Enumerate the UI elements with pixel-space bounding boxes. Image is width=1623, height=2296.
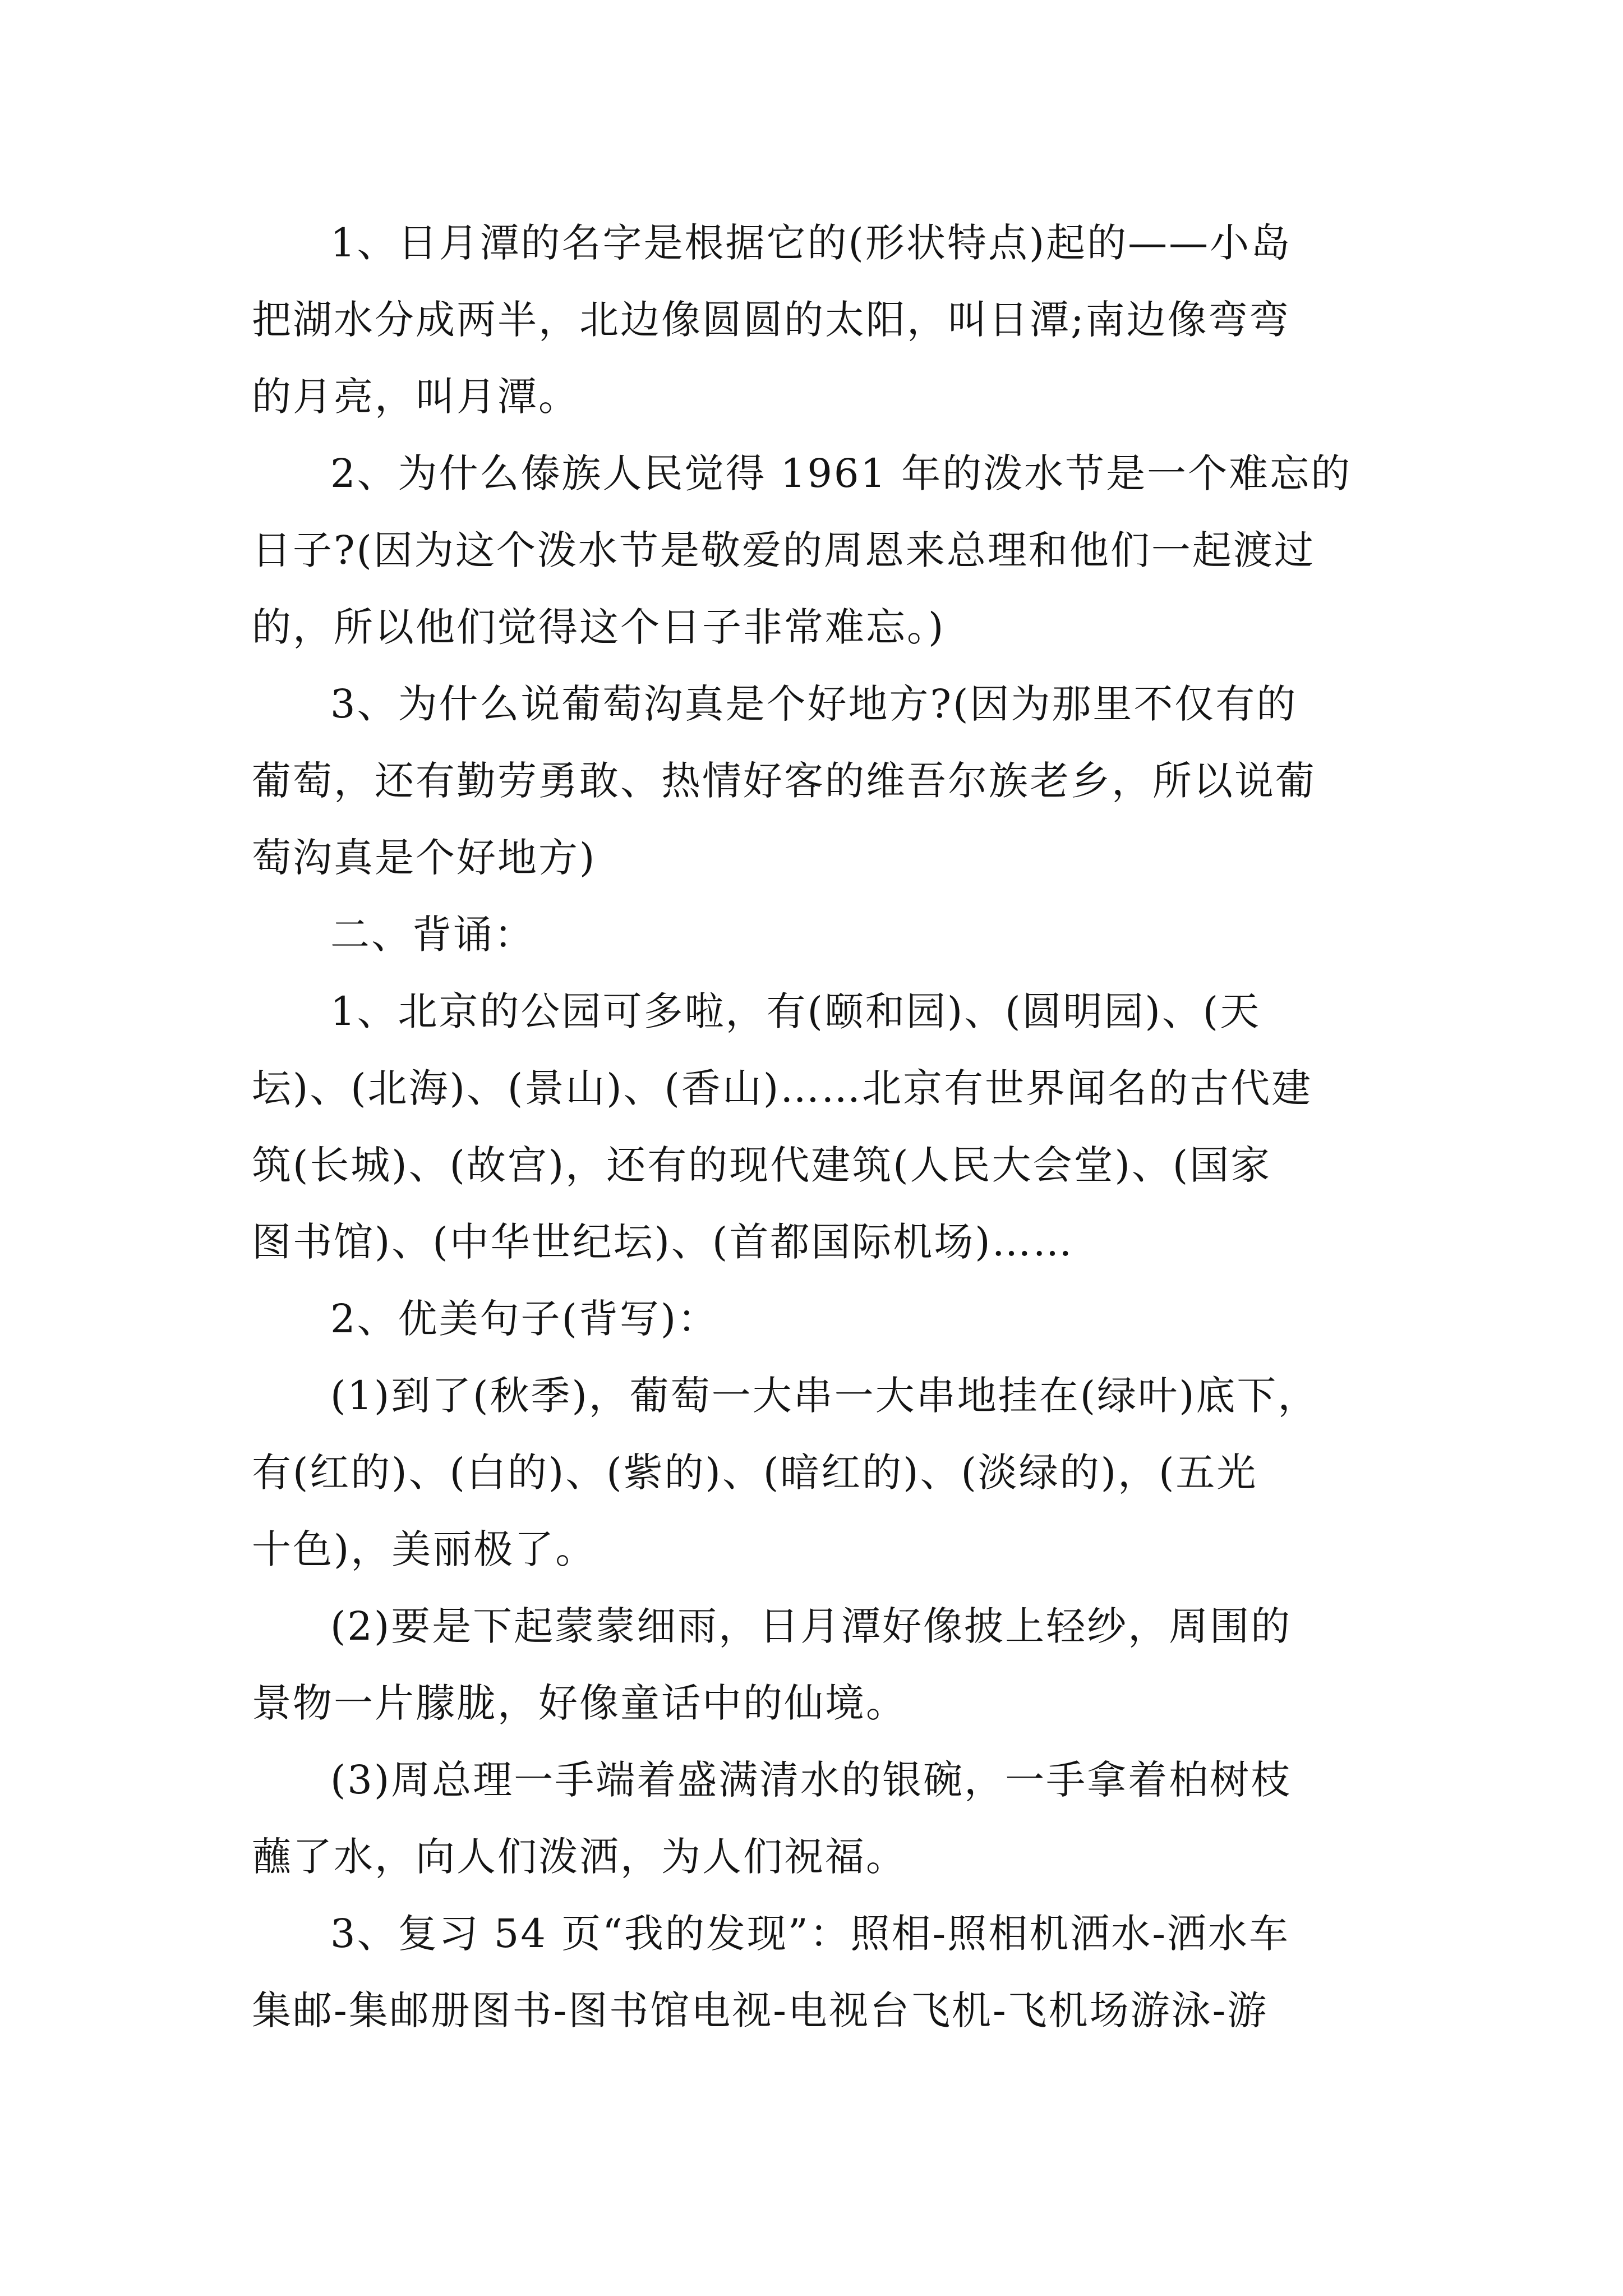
paragraph-riyuetan-name — [252, 205, 1396, 435]
text-line: 坛)、(北海)、(景山)、(香山)……北京有世界闻名的古代建 — [252, 1065, 1313, 1111]
text-line: 2、为什么傣族人民觉得 1961 年的泼水节是一个难忘的 — [330, 450, 1352, 496]
paragraph-review-page-54 — [252, 1895, 1396, 2049]
text-line: 筑(长城)、(故宫)，还有的现代建筑(人民大会堂)、(国家 — [252, 1142, 1272, 1188]
text-line: 1、日月潭的名字是根据它的(形状特点)起的——小岛 — [330, 220, 1292, 266]
text-line: (1)到了(秋季)，葡萄一大串一大串地挂在(绿叶)底下， — [330, 1373, 1319, 1419]
text-line: 3、为什么说葡萄沟真是个好地方?(因为那里不仅有的 — [330, 681, 1298, 727]
text-line: 的，所以他们觉得这个日子非常难忘。) — [252, 604, 946, 650]
text-line: 把湖水分成两半，北边像圆圆的太阳，叫日潭;南边像弯弯 — [252, 297, 1290, 343]
text-line: 集邮-集邮册图书-图书馆电视-电视台飞机-飞机场游泳-游 — [252, 1987, 1269, 2033]
text-line: 的月亮，叫月潭。 — [252, 374, 579, 420]
text-line: 2、优美句子(背写)： — [330, 1296, 719, 1342]
text-line: 有(红的)、(白的)、(紫的)、(暗红的)、(淡绿的)，(五光 — [252, 1450, 1258, 1496]
text-line: 葡萄，还有勤劳勇敢、热情好客的维吾尔族老乡，所以说葡 — [252, 758, 1316, 804]
paragraph-sentence-1 — [252, 1358, 1396, 1588]
text-line: 二、背诵： — [330, 912, 535, 958]
text-line: 图书馆)、(中华世纪坛)、(首都国际机场)…… — [252, 1219, 1074, 1265]
text-line: 3、复习 54 页“我的发现”：照相-照相机洒水-洒水车 — [330, 1911, 1290, 1957]
text-line: 景物一片朦胧，好像童话中的仙境。 — [252, 1680, 907, 1726]
paragraph-grape-valley — [252, 666, 1396, 896]
paragraph-sentence-2 — [252, 1588, 1396, 1742]
text-line: 十色)，美丽极了。 — [252, 1526, 597, 1572]
text-line: (3)周总理一手端着盛满清水的银碗，一手拿着柏树枝 — [330, 1757, 1292, 1803]
subheading-beautiful-sentences — [252, 1281, 1396, 1358]
section-heading-recitation — [252, 896, 1396, 973]
paragraph-sentence-3 — [252, 1742, 1396, 1895]
document-body — [252, 205, 1396, 2049]
text-line: 萄沟真是个好地方) — [252, 835, 597, 881]
text-line: 蘸了水，向人们泼洒，为人们祝福。 — [252, 1834, 907, 1880]
text-line: 1、北京的公园可多啦，有(颐和园)、(圆明园)、(天 — [330, 988, 1261, 1034]
paragraph-water-festival — [252, 435, 1396, 666]
text-line: (2)要是下起蒙蒙细雨，日月潭好像披上轻纱，周围的 — [330, 1603, 1292, 1649]
paragraph-beijing-parks — [252, 973, 1396, 1281]
text-line: 日子?(因为这个泼水节是敬爱的周恩来总理和他们一起渡过 — [252, 527, 1315, 573]
